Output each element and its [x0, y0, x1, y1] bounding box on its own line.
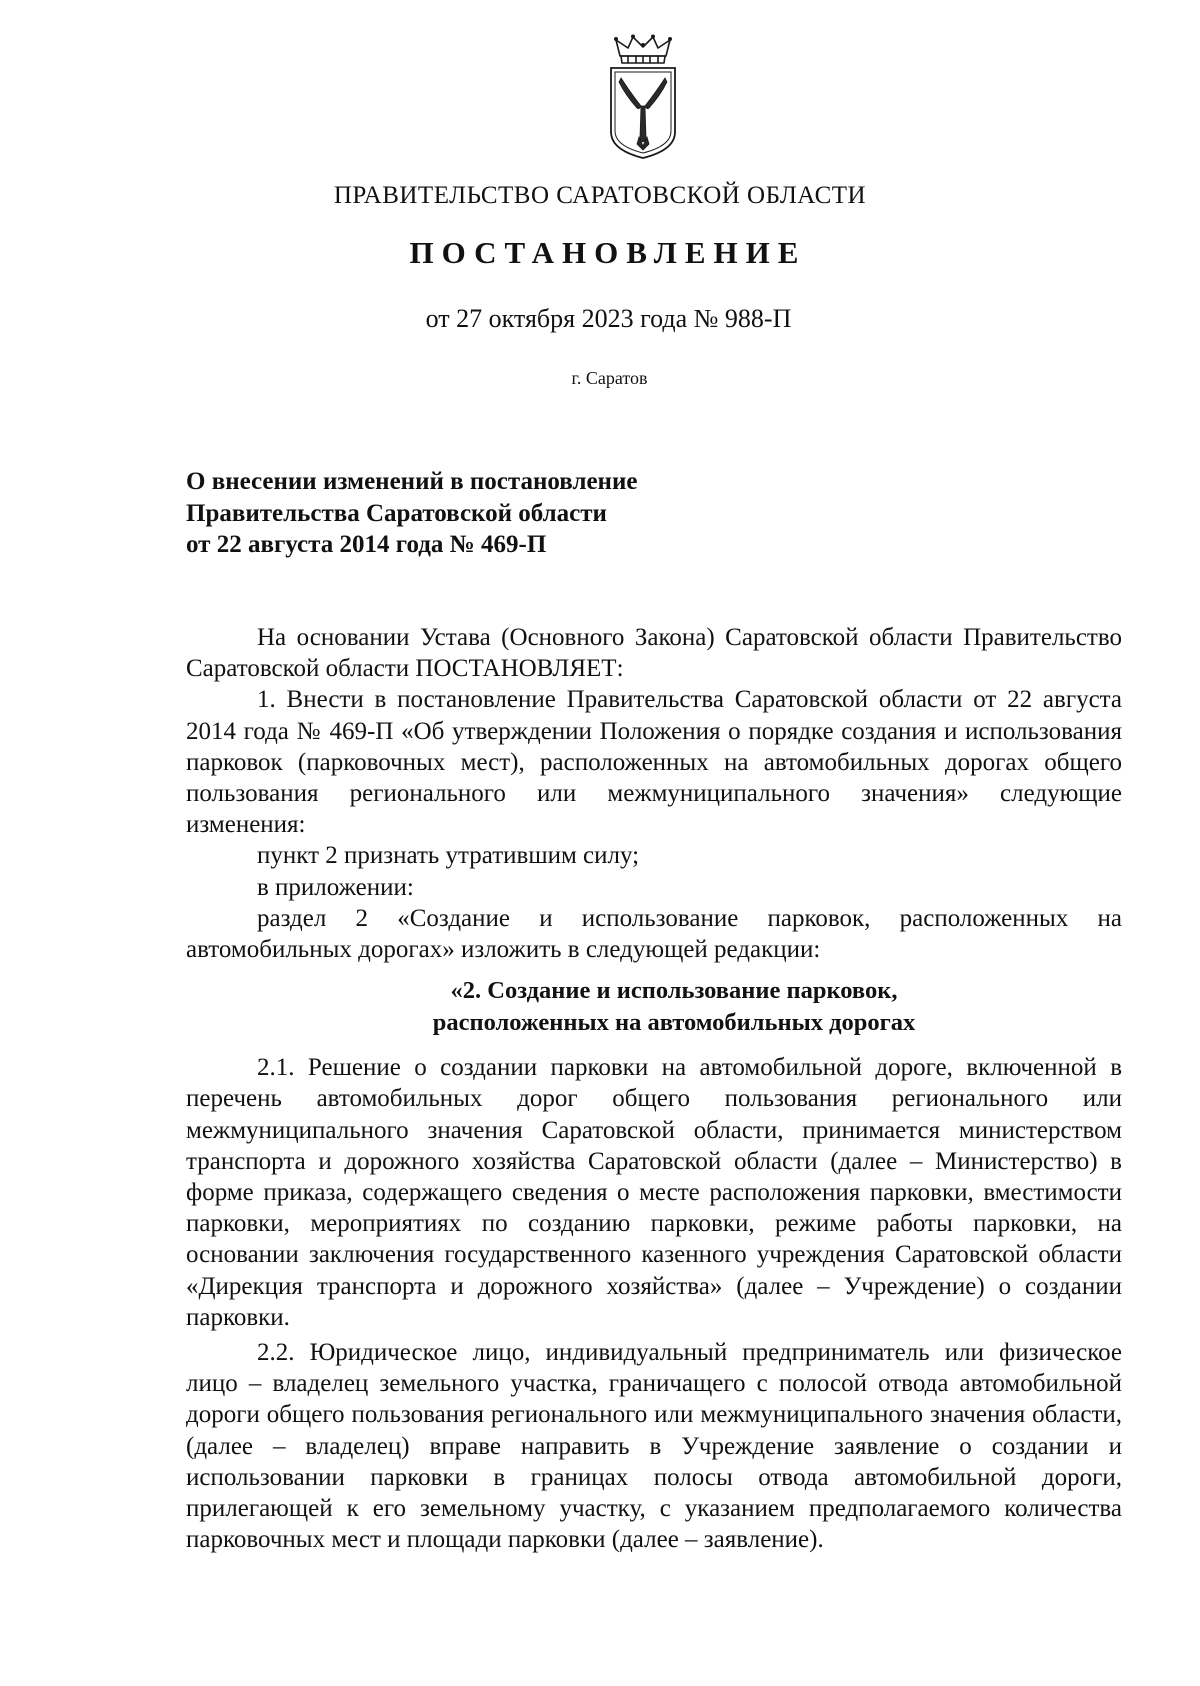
- section-heading-line: расположенных на автомобильных дорогах: [432, 1008, 916, 1036]
- saratov-coat-of-arms-icon: [606, 34, 680, 160]
- document-body: [186, 622, 1122, 1555]
- section-heading-line: «2. Создание и использование парковок,: [450, 977, 898, 1005]
- in-appendix-paragraph: в приложении:: [257, 873, 414, 901]
- document-date-number: от 27 октября 2023 года № 988-П: [425, 304, 792, 333]
- section-2-intro-paragraph: раздел 2 «Создание и использование парковок, расположенных на автомобильных дорогах» изложить в следующей редакции:: [186, 904, 1122, 964]
- issuing-authority: ПРАВИТЕЛЬСТВО САРАТОВСКОЙ ОБЛАСТИ: [333, 182, 867, 209]
- section-heading: [186, 975, 1122, 1038]
- document-title: [186, 466, 637, 561]
- clause-2-1-paragraph: 2.1. Решение о создании парковки на автомобильной дороге, включенной в перечень автомобильных дорог общего пользования регионального или межмуниципального значения Саратовской области, принимается министерством транспорта и дорожного хозяйства Саратовской области (далее – Министерство) в форме приказа, содержащего сведения о месте расположения парковки, вместимости парковки, мероприятиях по созданию парковки, режиме работы парковки, на основании заключения государственного казенного учреждения Саратовской области «Дирекция транспорта и дорожного хозяйства» (далее – Учреждение) о создании парковки.: [186, 1054, 1122, 1331]
- title-line: Правительства Саратовской области: [186, 499, 607, 527]
- title-line: от 22 августа 2014 года № 469-П: [186, 531, 547, 558]
- item-1-paragraph: 1. Внести в постановление Правительства Саратовской области от 22 августа 2014 года № 469-П «Об утверждении Положения о порядке создания и использования парковок (парковочных мест), расположенных на автомобильных дорогах общего пользования регионального или межмуниципального значения» следующие изменения:: [186, 686, 1122, 839]
- intro-paragraph: На основании Устава (Основного Закона) Саратовской области Правительство Саратовской области ПОСТАНОВЛЯЕТ:: [186, 624, 1122, 683]
- point-2-paragraph: пункт 2 признать утратившим силу;: [257, 842, 640, 870]
- title-line: О внесении изменений в постановление: [186, 468, 638, 495]
- document-city: г. Саратов: [571, 368, 648, 388]
- clause-2-2-paragraph: 2.2. Юридическое лицо, индивидуальный предприниматель или физическое лицо – владелец земельного участка, граничащего с полосой отвода автомобильной дороги общего пользования регионального или межмуниципального значения области, (далее – владелец) вправе направить в Учреждение заявление о создании и использовании парковки в границах полосы отвода автомобильной дороги, прилегающей к его земельному участку, с указанием предполагаемого количества парковочных мест и площади парковки (далее – заявление).: [186, 1339, 1122, 1554]
- document-type: ПОСТАНОВЛЕНИЕ: [409, 235, 807, 270]
